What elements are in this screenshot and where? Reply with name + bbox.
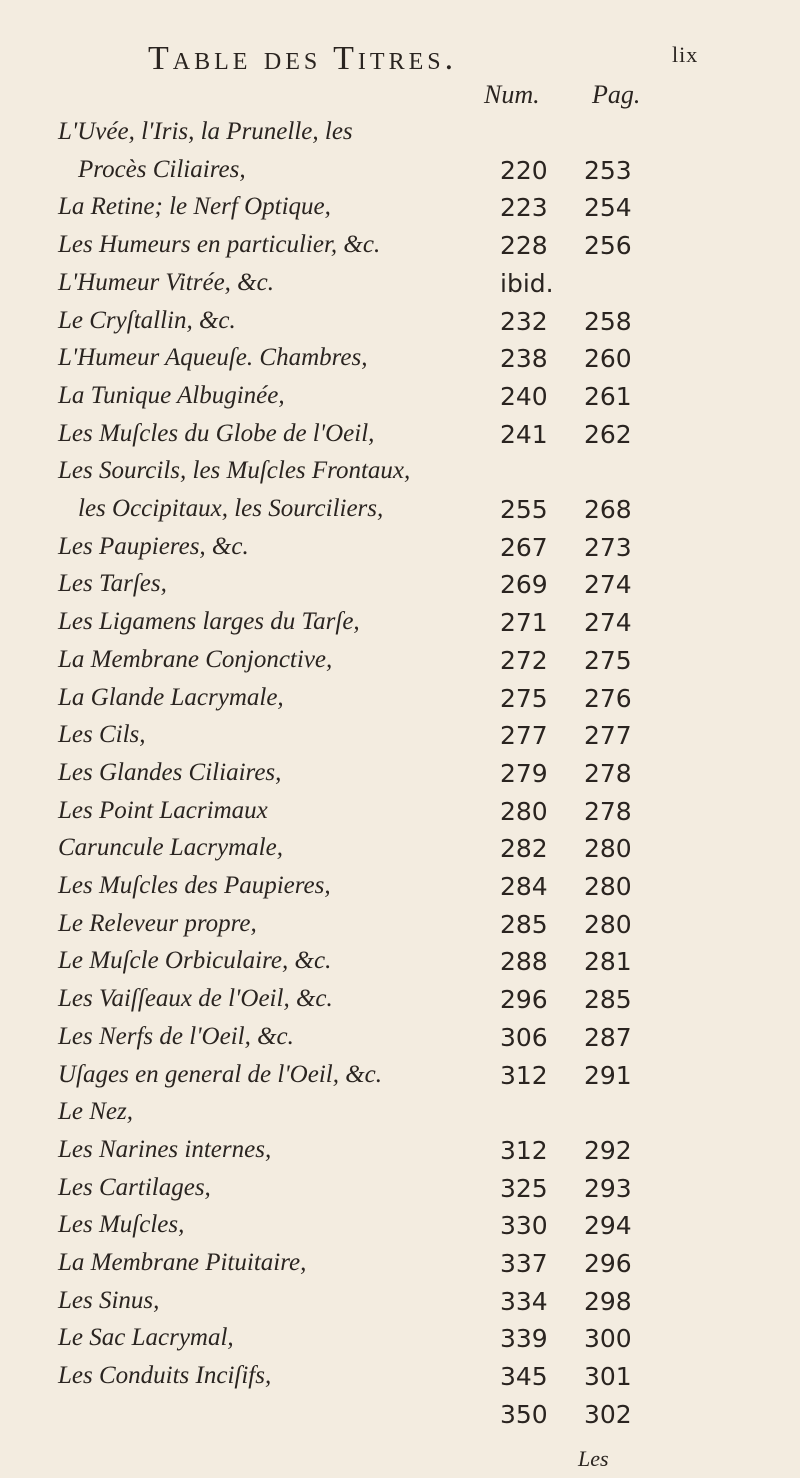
entry-number: 272 — [500, 645, 548, 675]
entry-number: 296 — [500, 985, 548, 1015]
entry-title: Le Sac Lacrymal, — [58, 1324, 234, 1352]
table-row — [0, 231, 800, 265]
entry-number: 232 — [500, 306, 548, 336]
table-row — [0, 910, 800, 944]
table-row — [0, 307, 800, 341]
entry-number: 238 — [500, 344, 548, 374]
table-row — [0, 269, 800, 303]
entry-title: Caruncule Lacrymale, — [58, 834, 283, 862]
entry-title: Les Point Lacrimaux — [58, 796, 268, 824]
catchword: Les — [578, 1446, 609, 1471]
table-row — [0, 570, 800, 604]
table-row — [0, 1211, 800, 1245]
table-row — [0, 759, 800, 793]
entry-number: 255 — [500, 495, 548, 524]
entry-number: 282 — [500, 834, 548, 864]
entry-title: L'Humeur Vitrée, &c. — [58, 268, 274, 296]
entry-page: 273 — [584, 532, 632, 562]
table-row — [0, 1400, 800, 1434]
entry-title: Les Vaiſſeaux de l'Oeil, &c. — [58, 985, 333, 1013]
entry-page: 280 — [584, 909, 632, 939]
table-row — [0, 193, 800, 227]
entry-title: les Occipitaux, les Sourciliers, — [78, 495, 384, 522]
entry-page: 296 — [584, 1249, 632, 1278]
entry-title: Les Glandes Ciliaires, — [58, 758, 282, 786]
entry-page: 301 — [584, 1362, 632, 1392]
entry-title: Le Releveur propre, — [58, 909, 257, 937]
entry-title: Les Humeurs en particulier, &c. — [58, 231, 381, 259]
entry-title: L'Uvée, l'Iris, la Prunelle, les — [58, 118, 353, 145]
table-row — [0, 1249, 800, 1283]
entry-title: Les Cils, — [58, 721, 146, 749]
entry-number: 312 — [500, 1135, 548, 1165]
entry-title: Les Cartilages, — [58, 1173, 211, 1201]
entry-number: ibid. — [500, 268, 554, 298]
entry-title: La Membrane Conjonctive, — [58, 645, 333, 673]
entry-number: 271 — [500, 608, 548, 638]
table-row — [0, 1023, 800, 1057]
entry-page: 292 — [584, 1135, 632, 1165]
table-row — [0, 684, 800, 718]
entry-title: Les Muſcles du Globe de l'Oeil, — [58, 419, 375, 447]
entry-title: Les Muſcles, — [58, 1211, 185, 1239]
table-row — [0, 533, 800, 567]
entry-page: 268 — [584, 495, 632, 524]
entry-number: 220 — [500, 155, 548, 185]
table-row — [0, 1098, 800, 1132]
entry-title: La Membrane Pituitaire, — [58, 1249, 307, 1276]
entry-page: 298 — [584, 1286, 632, 1316]
entry-number: 350 — [500, 1399, 548, 1429]
running-title — [148, 40, 748, 78]
entry-number: 223 — [500, 193, 548, 223]
entry-title: Les Muſcles des Paupieres, — [58, 872, 331, 899]
entry-title: Les Paupieres, &c. — [58, 532, 249, 560]
table-row — [0, 1174, 800, 1208]
entry-page: 258 — [584, 306, 632, 336]
entry-title: Les Conduits Inciſifs, — [58, 1362, 272, 1390]
entry-number: 240 — [500, 381, 548, 411]
table-row — [0, 1362, 800, 1396]
table-row — [0, 1324, 800, 1358]
entry-title: Les Sourcils, les Muſcles Frontaux, — [58, 457, 411, 485]
entry-page: 275 — [584, 645, 632, 675]
table-row — [0, 156, 800, 190]
entry-page: 280 — [584, 834, 632, 864]
entry-number: 241 — [500, 419, 548, 449]
table-row — [0, 1136, 800, 1170]
entry-page: 293 — [584, 1173, 632, 1203]
entry-number: 269 — [500, 570, 548, 600]
table-row — [0, 382, 800, 416]
entry-number: 279 — [500, 758, 548, 788]
entry-page: 287 — [584, 1022, 632, 1052]
table-row — [0, 344, 800, 378]
table-row — [0, 495, 800, 529]
table-row — [0, 947, 800, 981]
table-row — [0, 646, 800, 680]
running-title-text: Table des Titres. — [148, 40, 458, 77]
entry-page: 260 — [584, 344, 632, 374]
entry-title: La Retine; le Nerf Optique, — [58, 193, 331, 221]
entry-page: 276 — [584, 683, 632, 713]
entry-page: 254 — [584, 193, 632, 223]
entry-number: 334 — [500, 1286, 548, 1316]
table-row — [0, 797, 800, 831]
entry-title: Les Tarſes, — [58, 570, 167, 598]
entry-title: Les Nerfs de l'Oeil, &c. — [58, 1022, 294, 1050]
column-header-pag: Pag. — [592, 80, 641, 109]
entry-title: Le Cryſtallin, &c. — [58, 306, 236, 334]
entry-page: 300 — [584, 1324, 632, 1354]
entry-page: 280 — [584, 872, 632, 901]
column-header-num: Num. — [484, 80, 540, 109]
entry-page: 277 — [584, 721, 632, 751]
entry-number: 345 — [500, 1362, 548, 1392]
table-row — [0, 872, 800, 906]
entry-title: Les Ligamens larges du Tarſe, — [58, 608, 360, 636]
table-row — [0, 420, 800, 454]
table-row — [0, 721, 800, 755]
entry-number: 325 — [500, 1173, 548, 1203]
entry-page: 274 — [584, 608, 632, 638]
entry-page: 262 — [584, 419, 632, 449]
entry-page: 302 — [584, 1399, 632, 1429]
entry-page: 274 — [584, 570, 632, 600]
entry-number: 228 — [500, 231, 548, 261]
entry-number: 267 — [500, 532, 548, 562]
entry-number: 284 — [500, 872, 548, 901]
entry-title: Le Muſcle Orbiculaire, &c. — [58, 947, 332, 975]
entry-title: Les Sinus, — [58, 1286, 160, 1314]
entry-title: Uſages en general de l'Oeil, &c. — [58, 1060, 383, 1088]
page-marker: lix — [672, 42, 699, 67]
entry-page: 256 — [584, 231, 632, 261]
entry-number: 330 — [500, 1211, 548, 1241]
entry-title: La Tunique Albuginée, — [58, 381, 285, 409]
entry-number: 280 — [500, 796, 548, 826]
entry-page: 281 — [584, 947, 632, 977]
entry-page: 261 — [584, 381, 632, 411]
entry-page: 278 — [584, 758, 632, 788]
table-row — [0, 608, 800, 642]
entry-number: 277 — [500, 721, 548, 751]
entry-page: 278 — [584, 796, 632, 826]
table-row — [0, 118, 800, 152]
entry-number: 275 — [500, 683, 548, 713]
entry-title: Le Nez, — [58, 1098, 133, 1126]
entry-number: 288 — [500, 947, 548, 977]
entry-number: 337 — [500, 1249, 548, 1278]
entry-title: La Glande Lacrymale, — [58, 683, 284, 711]
entry-title: L'Humeur Aqueuſe. Chambres, — [58, 344, 368, 372]
entry-number: 306 — [500, 1022, 548, 1052]
table-row — [0, 985, 800, 1019]
entry-title: Procès Ciliaires, — [78, 155, 246, 183]
table-row — [0, 834, 800, 868]
entry-number: 312 — [500, 1060, 548, 1090]
table-row — [0, 1287, 800, 1321]
entry-number: 339 — [500, 1324, 548, 1354]
entry-page: 285 — [584, 985, 632, 1015]
table-row — [0, 1061, 800, 1095]
entry-number: 285 — [500, 909, 548, 939]
entry-page: 294 — [584, 1211, 632, 1241]
entry-page: 253 — [584, 155, 632, 185]
table-row — [0, 457, 800, 491]
entry-title: Les Narines internes, — [58, 1135, 272, 1163]
entry-page: 291 — [584, 1060, 632, 1090]
